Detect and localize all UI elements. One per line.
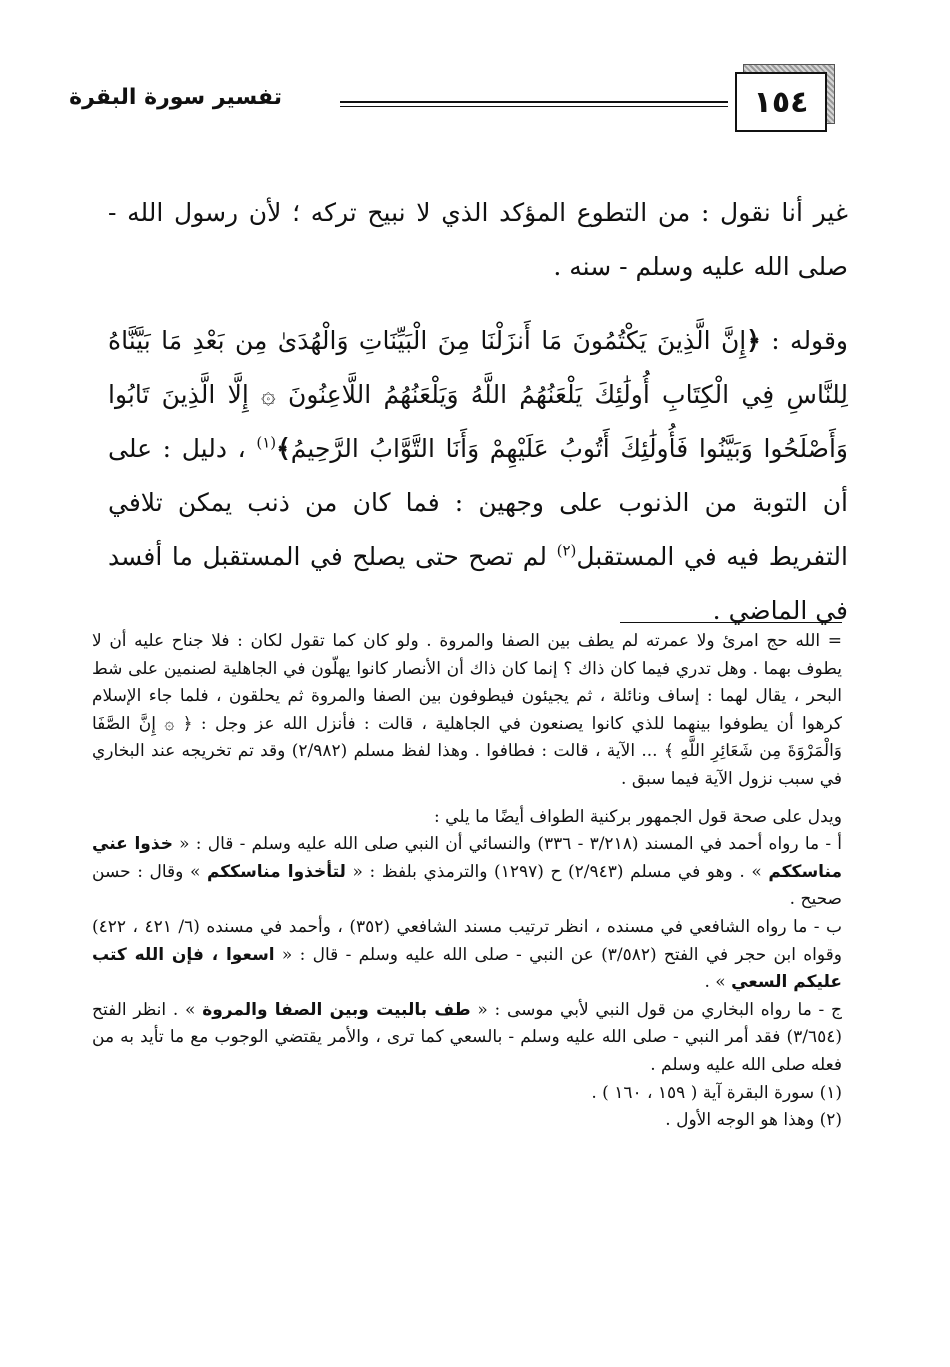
footnote-item-c [92, 997, 842, 1080]
main-text [108, 186, 848, 638]
item-a-text-2: » . وهو في مسلم (٢/٩٤٣) ح (١٢٩٧) والترمذي بلفظ : « [345, 861, 769, 882]
item-a-text-1: أ - ما رواه أحمد في المسند (٣/٢١٨ - ٣٣٦) والنسائي أن النبي صلى الله عليه وسلم - قال : « [172, 834, 842, 855]
footnote-ref-1: (١) [256, 433, 277, 452]
main-paragraph-1: غير أنا نقول : من التطوع المؤكد الذي لا نبيح تركه ؛ لأن رسول الله - صلى الله عليه وسلم - سنه . [108, 198, 848, 281]
header-rule [340, 101, 728, 103]
item-c-text-2: » . انظر الفتح (٣/٦٥٤) فقد أمر النبي - صلى الله عليه وسلم - بالسعي كما ترى ، والأمر يقتضي الوجوب مع ما تأيد به من فعله صلى الله عليه وسلم . [92, 999, 842, 1075]
commentary-text-a: ، دليل : على أن التوبة من الذنوب على وجهين : فما كان من ذنب يمكن تلافي التفريط فيه في المستقبل [108, 434, 848, 571]
verse-intro: وقوله : [760, 326, 848, 355]
item-a-text-3: » وقال : حسن صحيح . [92, 861, 842, 910]
footnote-continuation: = الله حج امرئ ولا عمرته لم يطف بين الصفا والمروة . ولو كان كما تقول لكان : فلا جناح عليه أن لا يطوف بهما . وهل تدري فيما كان ذاك ؟ إنما كان ذاك أن الأنصار كانوا يهلّون في الجاهلية لصنمين على شط البحر ، يقال لهما : إساف ونائلة ، ثم يجيئون فيطوفون بين الصفا والمروة ثم يحلقون ، فلما جاء الإسلام كرهوا أن يطوفوا بينهما للذي كانوا يصنعون في الجاهلية ، قالت : فأنزل الله عز وجل : ﴿ ۞ إِنَّ الصَّفَا وَالْمَرْوَةَ مِن شَعَائِرِ اللَّهِ ﴾ ... الآية ، قالت : فطافوا . وهذا لفظ مسلم (٢/٩٨٢) وقد تم تخريجه عند البخاري في سبب نزول الآية فيما سبق . [92, 631, 843, 789]
quran-verse: إِنَّ الَّذِينَ يَكْتُمُونَ مَا أَنزَلْنَا مِنَ الْبَيِّنَاتِ وَالْهُدَىٰ مِن بَعْدِ مَا بَيَّنَّاهُ لِلنَّاسِ فِي الْكِتَابِ أُولَٰئِكَ يَلْعَنُهُمُ اللَّهُ وَيَلْعَنُهُمُ اللَّاعِنُونَ ۞ إِلَّا الَّذِينَ تَابُوا وَأَصْلَحُوا وَبَيَّنُوا فَأُولَٰئِكَ أَتُوبُ عَلَيْهِمْ وَأَنَا التَّوَّابُ الرَّحِيمُ [108, 326, 848, 463]
header-rule-thin [340, 106, 728, 107]
running-title: تفسير سورة البقرة [69, 85, 282, 110]
item-a-hadith-2: لتأخذوا مناسككم [206, 861, 346, 882]
page-number-frame [735, 72, 833, 138]
item-b-text-2: » . [704, 972, 732, 993]
footnote-ref-2: (٢) [556, 541, 577, 560]
footnote-2: (٢) وهذا هو الوجه الأول . [665, 1110, 842, 1131]
verse-open-bracket: ﴿ [746, 326, 761, 355]
footnote-gap [92, 794, 842, 804]
item-c-hadith: طف بالبيت وبين الصفا والمروة [202, 999, 471, 1020]
footnote-paragraph-evidence: ويدل على صحة قول الجمهور بركنية الطواف أيضًا ما يلي : [434, 806, 842, 827]
page-number: ١٥٤ [735, 72, 827, 132]
item-c-text-1: ج - ما رواه البخاري من قول النبي لأبي موسى : « [470, 999, 843, 1020]
item-a-hadith-1: خذوا عني مناسككم [92, 834, 843, 882]
main-paragraph-2 [108, 314, 848, 638]
footnote-item-b [92, 914, 842, 997]
footnote-separator [620, 622, 842, 623]
item-b-hadith: اسعوا ، فإن الله كتب عليكم السعي [92, 944, 842, 993]
footnotes [92, 628, 842, 1135]
commentary-text-b: لم تصح حتى يصلح في المستقبل ما أفسد في الماضي . [108, 542, 848, 625]
verse-close-bracket: ﴾ [276, 434, 291, 463]
footnote-1: (١) سورة البقرة آية ( ١٥٩ ، ١٦٠ ) . [591, 1082, 842, 1103]
item-b-text-1: ب - ما رواه الشافعي في مسنده ، انظر ترتيب مسند الشافعي (٣٥٢) ، وأحمد في مسنده (٦/ ٤٢١ ، ٤٢٢) وقواه ابن حجر في الفتح (٣/٥٨٢) عن النبي - صلى الله عليه وسلم - قال : « [92, 916, 842, 965]
footnote-item-a [92, 831, 842, 914]
